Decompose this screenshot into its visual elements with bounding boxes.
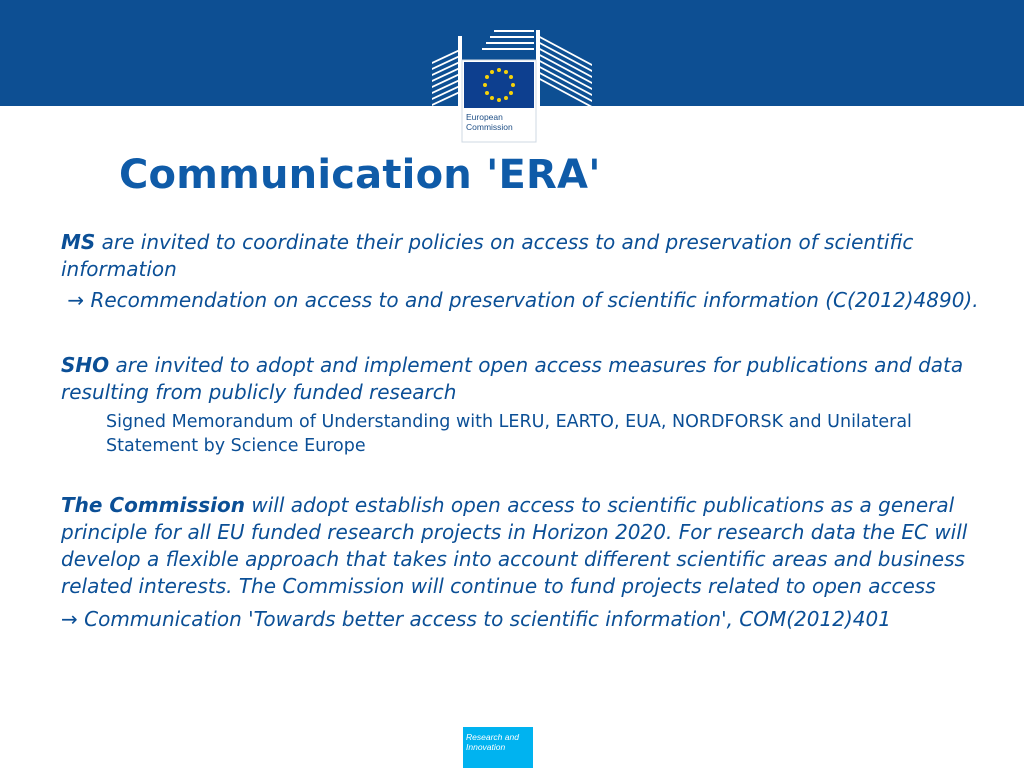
ms-text: are invited to coordinate their policies on access to and preservation of scientific information — [61, 230, 914, 281]
logo-line-1: European — [466, 112, 503, 122]
arrow-right-icon: → — [67, 288, 85, 312]
arrow-right-icon: → — [61, 607, 78, 631]
logo-wordmark — [466, 112, 532, 132]
footer-line-2: Innovation — [466, 742, 506, 752]
logo-line-2: Commission — [466, 122, 513, 132]
slide-body — [61, 229, 991, 633]
commission-reference — [61, 606, 991, 633]
sho-text: are invited to adopt and implement open access measures for publications and data resulting from publicly funded research — [61, 353, 964, 404]
european-commission-logo — [428, 28, 596, 144]
slide-title: Communication 'ERA' — [119, 152, 601, 198]
ms-reference-text: Recommendation on access to and preservation of scientific information (C(2012)4890). — [90, 288, 979, 312]
footer-line-1: Research and — [466, 732, 519, 742]
commission-paragraph — [61, 492, 991, 600]
ms-reference — [61, 287, 991, 314]
commission-lead: The Commission — [61, 493, 246, 517]
ms-paragraph — [61, 229, 991, 283]
sho-subpoint: Signed Memorandum of Understanding with LERU, EARTO, EUA, NORDFORSK and Unilateral Statement by Science Europe — [106, 412, 912, 456]
commission-text: will adopt establish open access to scientific publications as a general principle for all EU funded research projects in Horizon 2020. For research data the EC will develop a flexible approach that takes into account different scientific areas and business related interests. The Commission will continue to fund projects related to open access — [61, 493, 968, 598]
ms-lead: MS — [61, 230, 96, 254]
sho-lead: SHO — [61, 353, 110, 377]
commission-reference-text: Communication 'Towards better access to scientific information', COM(2012)401 — [84, 607, 891, 631]
research-innovation-badge — [463, 727, 533, 768]
sho-paragraph — [61, 352, 991, 406]
